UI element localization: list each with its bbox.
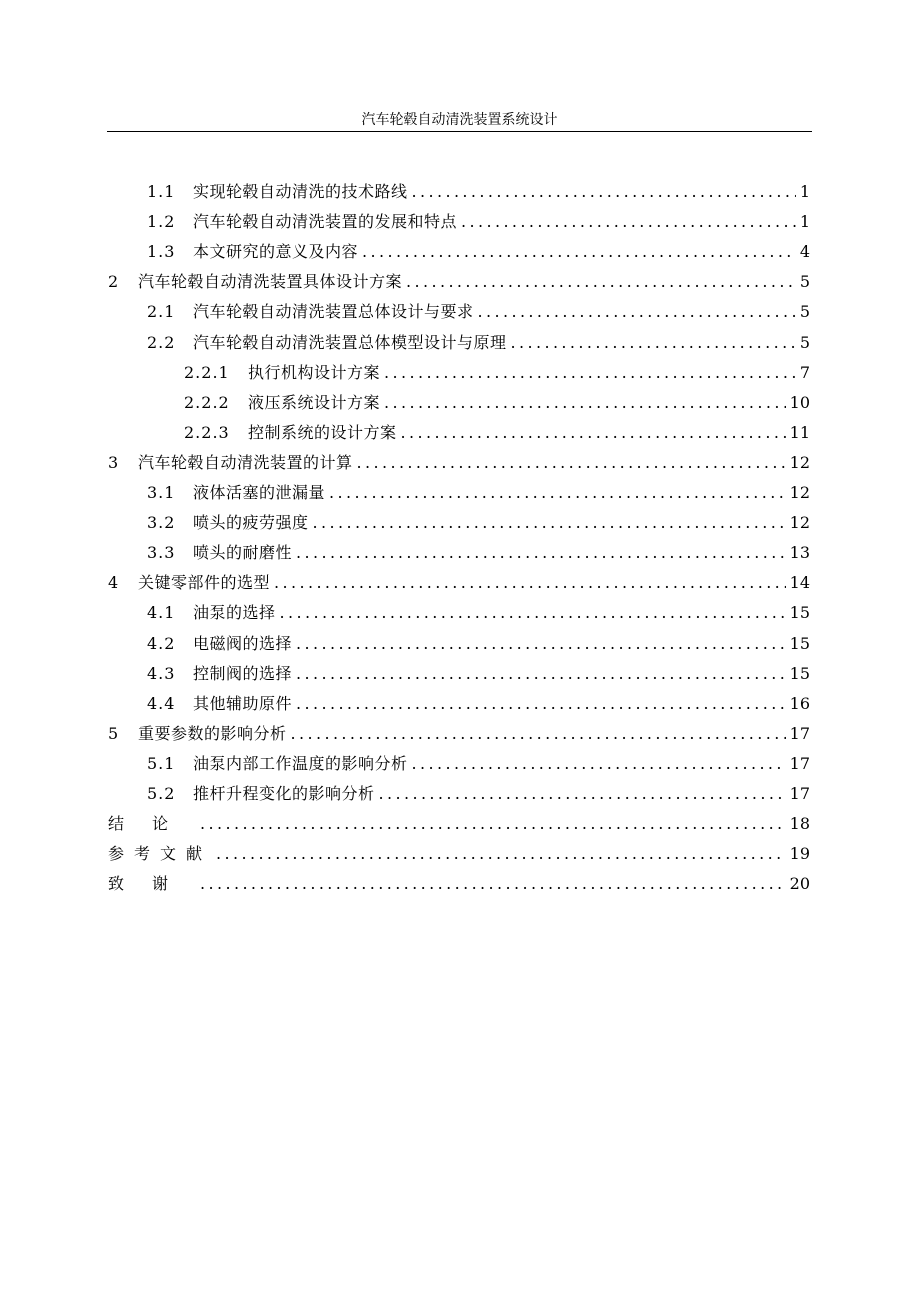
toc-dot-leader xyxy=(296,659,786,689)
toc-entry-title: 汽车轮毂自动清洗装置具体设计方案 xyxy=(138,272,403,292)
toc-entry-title: 其他辅助原件 xyxy=(193,693,293,713)
toc-entry-number: 4.4 xyxy=(147,693,176,713)
toc-entry-number: 3.1 xyxy=(147,483,176,502)
toc-dot-leader xyxy=(379,779,786,809)
toc-entry-page-number: 5 xyxy=(799,272,810,292)
header-divider xyxy=(107,131,812,132)
toc-entry xyxy=(147,659,810,689)
toc-dot-leader xyxy=(313,508,786,538)
toc-entry-page-number: 15 xyxy=(789,663,810,683)
toc-entry-title: 本文研究的意义及内容 xyxy=(193,242,359,262)
toc-entry xyxy=(108,719,810,749)
toc-entry-page-number: 1 xyxy=(799,182,810,201)
toc-entry-title: 液压系统设计方案 xyxy=(248,392,381,412)
toc-dot-leader xyxy=(478,297,796,327)
toc-entry-number: 3 xyxy=(108,452,120,472)
toc-dot-leader xyxy=(412,749,786,779)
toc-entry-page-number: 19 xyxy=(789,844,810,864)
toc-dot-leader xyxy=(216,839,786,869)
toc-entry-number: 5 xyxy=(108,723,120,743)
toc-entry xyxy=(147,749,810,779)
toc-entry-title: 推杆升程变化的影响分析 xyxy=(193,784,375,803)
toc-entry-page-number: 7 xyxy=(799,362,810,382)
toc-entry xyxy=(184,388,810,418)
toc-entry-title: 液体活塞的泄漏量 xyxy=(193,483,326,502)
toc-dot-leader xyxy=(296,629,786,659)
toc-entry-title: 结论 xyxy=(108,814,197,834)
toc-entry-page-number: 12 xyxy=(789,513,810,533)
toc-entry-page-number: 11 xyxy=(789,422,810,442)
toc-entry-page-number: 14 xyxy=(789,573,810,593)
toc-entry-page-number: 1 xyxy=(799,212,810,232)
toc-entry xyxy=(108,839,810,869)
toc-dot-leader xyxy=(296,538,786,568)
running-header: 汽车轮毂自动清洗装置系统设计 xyxy=(361,112,558,128)
toc-dot-leader xyxy=(384,358,796,388)
toc-entry xyxy=(147,328,810,358)
toc-entry-title: 汽车轮毂自动清洗装置的发展和特点 xyxy=(193,212,458,232)
toc-entry-title: 参考文献 xyxy=(108,844,213,864)
toc-entry-number: 1.2 xyxy=(147,212,176,232)
toc-entry-page-number: 12 xyxy=(789,483,810,502)
toc-entry-page-number: 17 xyxy=(789,753,810,773)
toc-entry xyxy=(108,869,810,899)
toc-entry-number: 4.2 xyxy=(147,633,176,653)
toc-entry xyxy=(147,207,810,237)
toc-entry-title: 汽车轮毂自动清洗装置总体设计与要求 xyxy=(193,302,474,322)
toc-entry-title: 实现轮毂自动清洗的技术路线 xyxy=(193,182,408,201)
toc-entry-number: 3.2 xyxy=(147,513,176,533)
toc-dot-leader xyxy=(296,689,786,719)
toc-entry-page-number: 17 xyxy=(789,784,810,803)
toc-entry xyxy=(184,358,810,388)
toc-entry-page-number: 20 xyxy=(789,874,810,894)
toc-entry-number: 5.2 xyxy=(147,784,176,803)
toc-entry-page-number: 12 xyxy=(789,452,810,472)
toc-dot-leader xyxy=(329,478,786,508)
toc-entry-number: 2.2.3 xyxy=(184,422,230,442)
toc-entry-title: 油泵内部工作温度的影响分析 xyxy=(193,753,408,773)
toc-entry-page-number: 16 xyxy=(789,693,810,713)
toc-entry-page-number: 4 xyxy=(799,242,810,262)
toc-dot-leader xyxy=(384,388,786,418)
toc-entry xyxy=(147,689,810,719)
toc-entry-page-number: 13 xyxy=(789,543,810,563)
toc-entry-title: 重要参数的影响分析 xyxy=(138,723,287,743)
toc-entry-title: 关键零部件的选型 xyxy=(138,573,271,593)
toc-entry xyxy=(147,779,810,809)
toc-entry xyxy=(108,809,810,839)
toc-entry-title: 油泵的选择 xyxy=(193,603,276,623)
toc-entry xyxy=(147,177,810,207)
toc-entry-title: 控制系统的设计方案 xyxy=(248,422,397,442)
toc-entry-number: 2.1 xyxy=(147,302,176,322)
toc-entry-title: 控制阀的选择 xyxy=(193,663,293,683)
toc-entry-number: 2 xyxy=(108,272,120,292)
toc-dot-leader xyxy=(357,448,786,478)
toc-entry-number: 4.3 xyxy=(147,663,176,683)
toc-entry xyxy=(147,598,810,628)
toc-entry-page-number: 17 xyxy=(789,723,810,743)
toc-entry-title: 执行机构设计方案 xyxy=(248,362,381,382)
toc-dot-leader xyxy=(412,177,796,207)
toc-dot-leader xyxy=(200,869,786,899)
toc-entry xyxy=(147,237,810,267)
toc-dot-leader xyxy=(274,568,786,598)
toc-dot-leader xyxy=(291,719,786,749)
toc-entry xyxy=(108,267,810,297)
toc-entry-title: 汽车轮毂自动清洗装置总体模型设计与原理 xyxy=(193,332,507,352)
toc-dot-leader xyxy=(280,598,786,628)
toc-entry xyxy=(147,538,810,568)
toc-entry-title: 喷头的耐磨性 xyxy=(193,543,293,563)
toc-entry-title: 致谢 xyxy=(108,874,197,894)
toc-entry-page-number: 10 xyxy=(789,392,810,412)
toc-entry xyxy=(147,297,810,327)
toc-entry-number: 4 xyxy=(108,573,120,593)
toc-entry-number: 5.1 xyxy=(147,753,176,773)
toc-dot-leader xyxy=(401,418,786,448)
toc-dot-leader xyxy=(406,267,796,297)
toc-entry-page-number: 5 xyxy=(799,302,810,322)
toc-entry-title: 喷头的疲劳强度 xyxy=(193,513,309,533)
toc-entry-number: 3.3 xyxy=(147,543,176,563)
toc-entry xyxy=(108,448,810,478)
toc-entry-page-number: 15 xyxy=(789,603,810,623)
toc-entry-number: 2.2.1 xyxy=(184,362,230,382)
toc-dot-leader xyxy=(362,237,796,267)
toc-entry-number: 1.1 xyxy=(147,182,176,201)
toc-entry-title: 电磁阀的选择 xyxy=(193,633,293,653)
toc-dot-leader xyxy=(200,809,786,839)
toc-entry xyxy=(108,568,810,598)
toc-dot-leader xyxy=(511,328,796,358)
toc-entry-number: 2.2 xyxy=(147,332,176,352)
toc-entry xyxy=(184,418,810,448)
toc-dot-leader xyxy=(461,207,796,237)
toc-entry-page-number: 15 xyxy=(789,633,810,653)
toc-entry-number: 2.2.2 xyxy=(184,392,230,412)
toc-entry xyxy=(147,629,810,659)
toc-entry-page-number: 18 xyxy=(789,814,810,834)
toc-entry-number: 1.3 xyxy=(147,242,176,262)
toc-entry xyxy=(147,478,810,508)
toc-entry-number: 4.1 xyxy=(147,603,176,623)
toc-entry-page-number: 5 xyxy=(799,332,810,352)
toc-entry-title: 汽车轮毂自动清洗装置的计算 xyxy=(138,452,353,472)
toc-entry xyxy=(147,508,810,538)
